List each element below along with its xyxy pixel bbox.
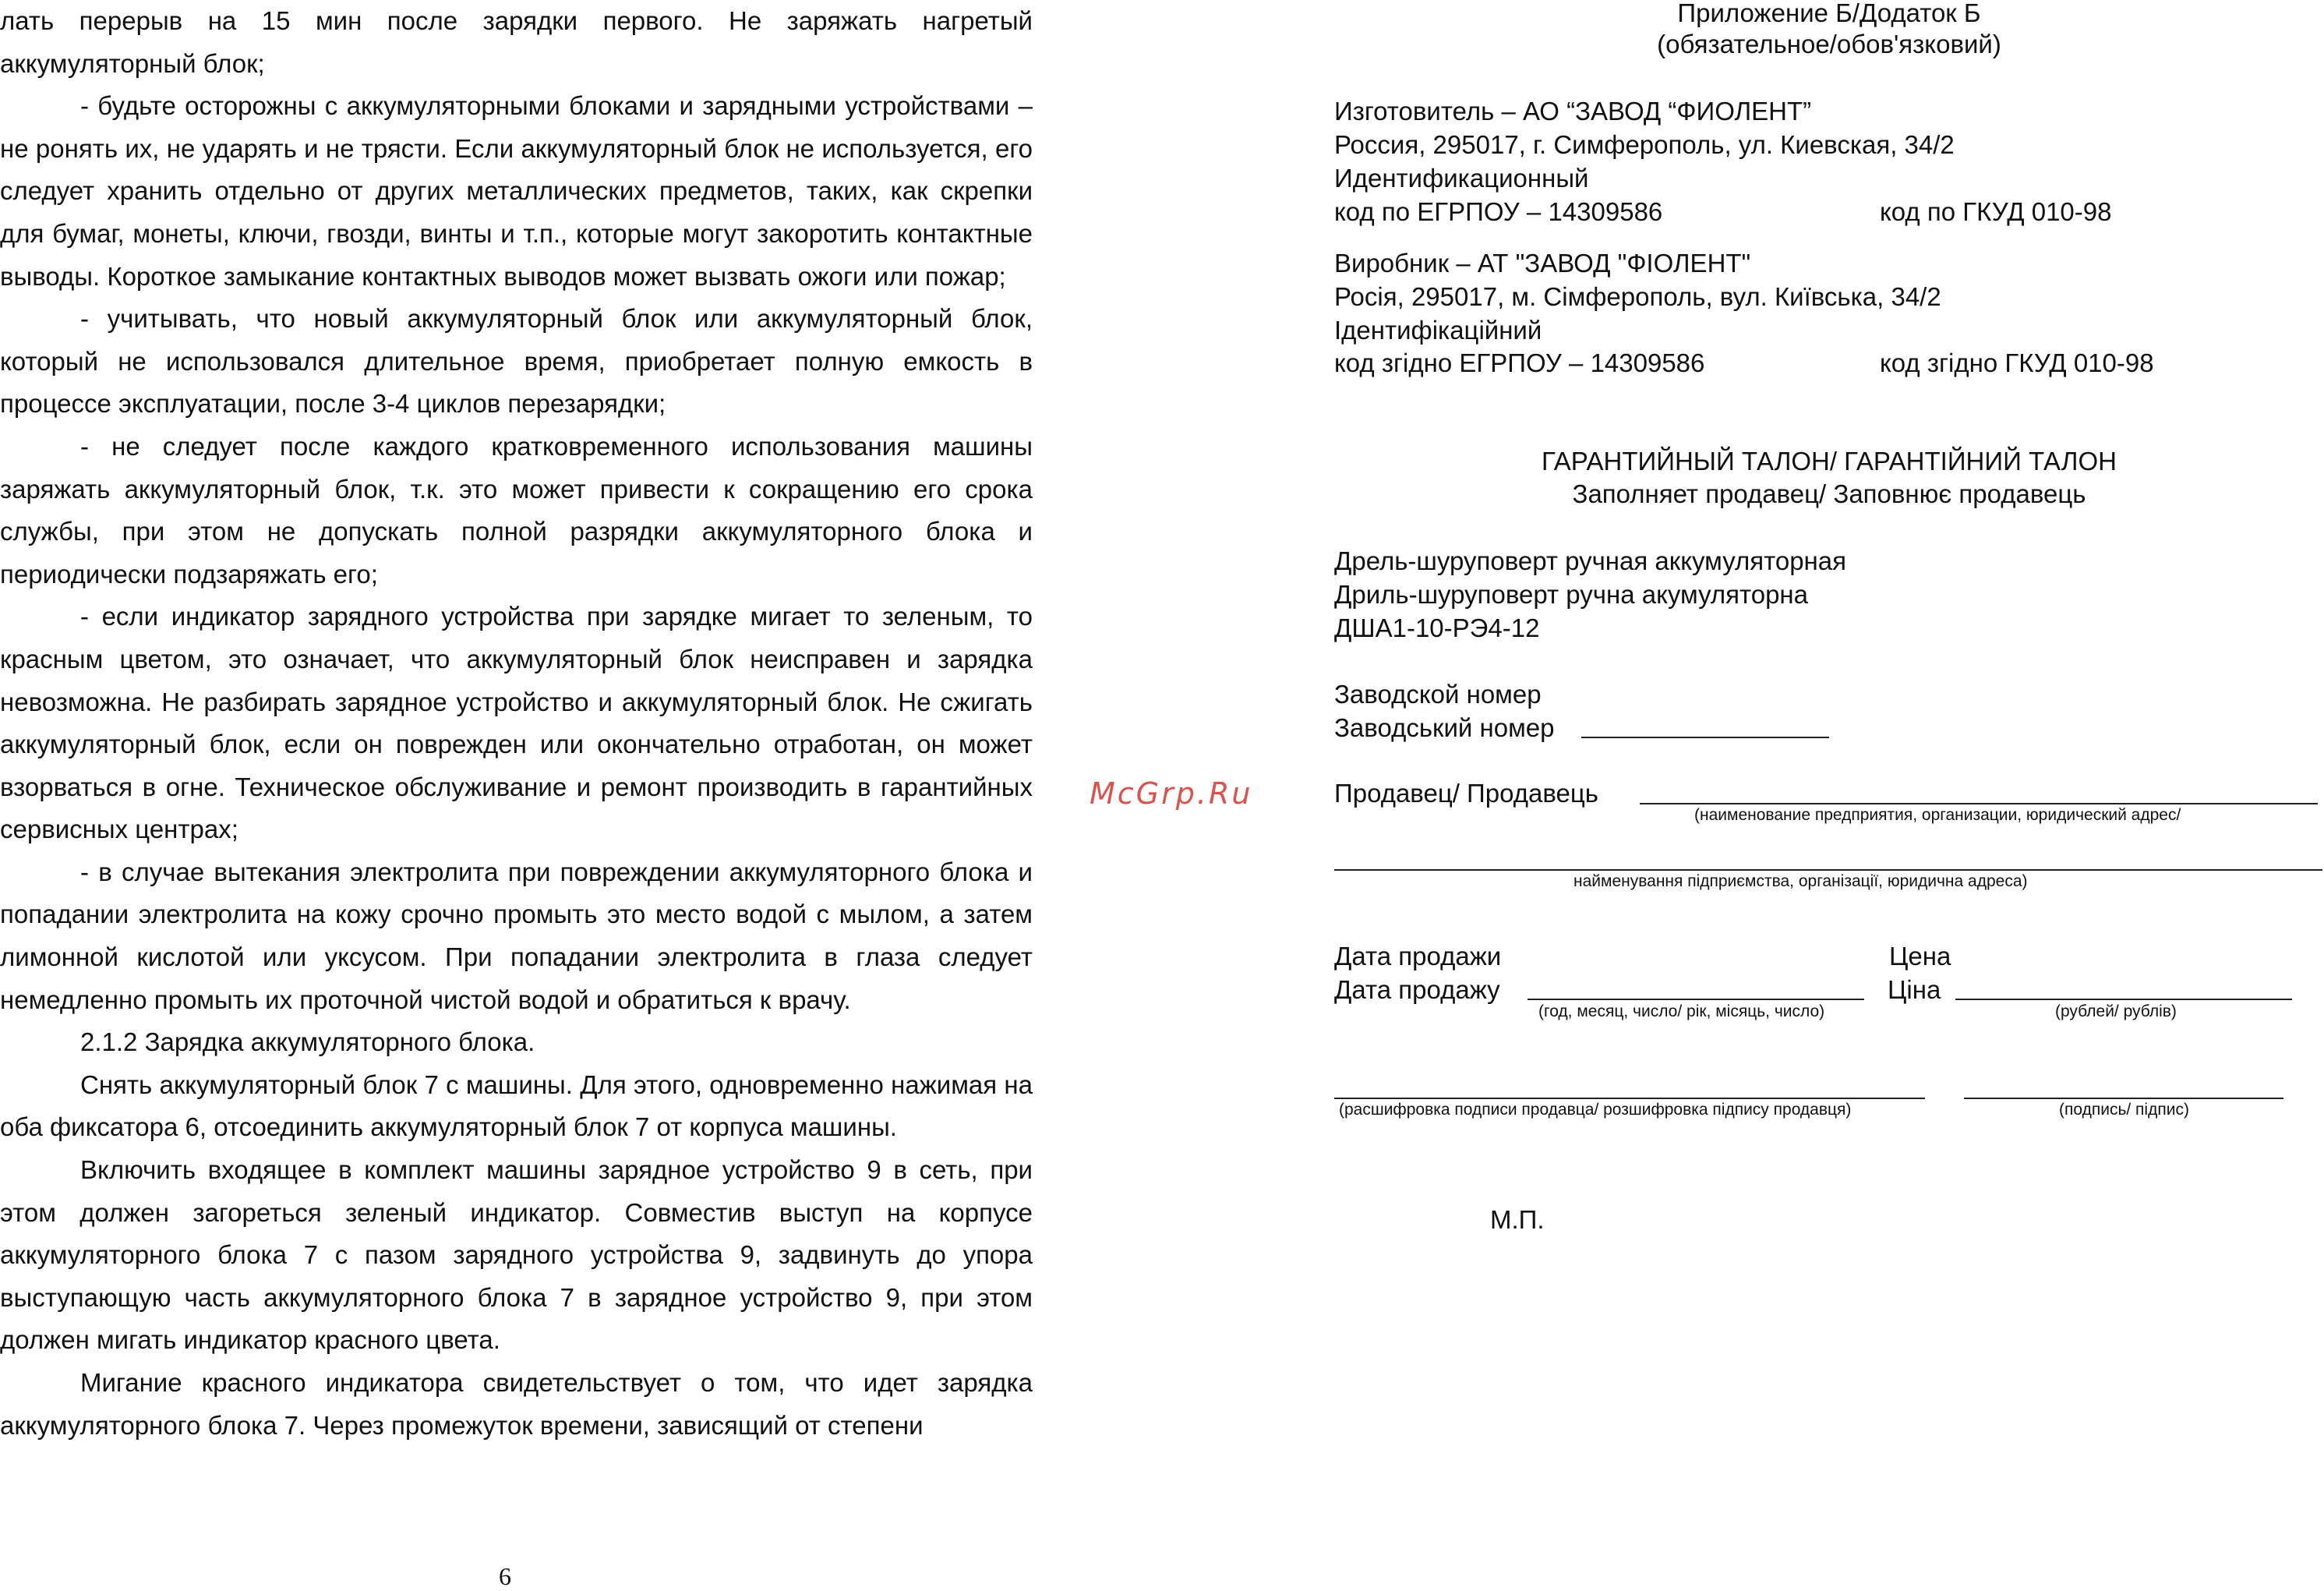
manufacturer-ua-name: Виробник – АТ "ЗАВОД "ФІОЛЕНТ" (1334, 249, 1751, 278)
appendix-subtitle: (обязательное/обов'язковий) (1657, 30, 2001, 58)
price-label-ru: Цена (1889, 942, 1951, 971)
price-hint: (рублей/ рублів) (2055, 1002, 2177, 1020)
serial-label-ru: Заводской номер (1334, 680, 1542, 709)
paragraph: - если индикатор зарядного устройства при зарядке мигает то зеленым, то красным цветом, это означает, что аккумуляторный блок неисправен и зарядка невозможна. Не разбирать зарядное устройство и аккумуляторный блок. Не сжигать аккумуляторный блок, если он поврежден или окончательно отработан, он может взорваться в огне. Техническое обслуживание и ремонт производить в гарантийных сервисных центрах; (0, 602, 1033, 844)
paragraph: - в случае вытекания электролита при повреждении аккумуляторного блока и попадании электролита на кожу срочно промыть это место водой с мылом, а затем лимонной кислотой или уксусом. При попадании электролита в глаза следует немедленно промыть их проточной чистой водой и обратиться к врачу. (0, 857, 1033, 1014)
serial-label-ua: Заводський номер (1334, 713, 1555, 742)
manufacturer-ru-egrpou: код по ЕГРПОУ – 14309586 (1334, 197, 1663, 226)
sale-date-hint: (год, месяц, число/ рік, місяць, число) (1538, 1002, 1825, 1020)
page-number: 6 (499, 1562, 511, 1590)
seller-field-line-2[interactable] (1334, 869, 2322, 871)
sale-date-label-ua: Дата продажу (1334, 975, 1500, 1004)
right-page (1334, 0, 2324, 1589)
section-heading: 2.1.2 Зарядка аккумуляторного блока. (80, 1027, 535, 1057)
paragraph: лать перерыв на 15 мин после зарядки первого. Не заряжать нагретый аккумуляторный блок; (0, 6, 1033, 78)
manufacturer-ru-address: Россия, 295017, г. Симферополь, ул. Киевская, 34/2 (1334, 130, 1955, 159)
signature-decode-field[interactable] (1334, 1098, 1925, 1099)
manufacturer-ru-id-label: Идентификационный (1334, 164, 1589, 193)
signature-hint: (подпись/ підпис) (2059, 1101, 2189, 1119)
price-field[interactable] (1955, 999, 2292, 1000)
warranty-subtitle: Заполняет продавец/ Заповнює продавець (1572, 479, 2086, 508)
appendix-title: Приложение Б/Додаток Б (1677, 0, 1981, 27)
left-page (0, 0, 1033, 1589)
paragraph: Включить входящее в комплект машины зарядное устройство 9 в сеть, при этом должен загореться зеленый индикатор. Совместив выступ на корпусе аккумуляторного блока 7 с пазом зарядного устройства 9, задвинуть до упора выступающую часть аккумуляторного блока 7 в зарядное устройство 9, при этом должен мигать индикатор красного цвета. (0, 1155, 1033, 1355)
seller-hint-ua: найменування підприємства, організації, юридична адреса) (1573, 872, 2028, 890)
serial-number-field[interactable] (1581, 737, 1829, 738)
product-model: ДША1-10-РЭ4-12 (1334, 613, 1540, 642)
signature-decode-hint: (расшифровка подписи продавца/ розшифровка підпису продавця) (1339, 1101, 1852, 1119)
paragraph: - не следует после каждого кратковременного использования машины заряжать аккумуляторный блок, т.к. это может привести к сокращению его срока службы, при этом не допускать полной разрядки аккумуляторного блока и периодически подзаряжать его; (0, 431, 1033, 589)
warranty-title: ГАРАНТИЙНЫЙ ТАЛОН/ ГАРАНТІЙНИЙ ТАЛОН (1542, 447, 2117, 476)
seller-hint-ru: (наименование предприятия, организации, юридический адрес/ (1694, 806, 2181, 824)
seller-label: Продавец/ Продавець (1334, 779, 1598, 808)
manufacturer-ru-gkud: код по ГКУД 010-98 (1880, 197, 2112, 226)
manufacturer-ua-gkud: код згідно ГКУД 010-98 (1880, 348, 2154, 377)
sale-date-label-ru: Дата продажи (1334, 942, 1502, 971)
watermark[interactable]: McGrp.Ru (1090, 776, 1253, 811)
paragraph: Снять аккумуляторный блок 7 с машины. Для этого, одновременно нажимая на оба фиксатора 6, отсоединить аккумуляторный блок 7 от корпуса машины. (0, 1070, 1033, 1142)
product-name-ua: Дриль-шуруповерт ручна акумуляторна (1334, 580, 1809, 609)
sale-date-field[interactable] (1528, 999, 1864, 1000)
paragraph: Мигание красного индикатора свидетельствует о том, что идет зарядка аккумуляторного блока 7. Через промежуток времени, зависящий от степени (0, 1368, 1033, 1440)
manufacturer-ua-address: Росія, 295017, м. Сімферополь, вул. Київська, 34/2 (1334, 282, 1941, 311)
paragraph: - учитывать, что новый аккумуляторный блок или аккумуляторный блок, который не использовался длительное время, приобретает полную емкость в процессе эксплуатации, после 3-4 циклов перезарядки; (0, 304, 1033, 419)
paragraph: - будьте осторожны с аккумуляторными блоками и зарядными устройствами – не ронять их, не ударять и не трясти. Если аккумуляторный блок не используется, его следует хранить отдельно от других металлических предметов, таких, как скрепки для бумаг, монеты, ключи, гвозди, винты и т.п., которые могут закоротить контактные выводы. Короткое замыкание контактных выводов может вызвать ожоги или пожар; (0, 91, 1033, 291)
signature-field[interactable] (1964, 1098, 2283, 1099)
manufacturer-ua-id-label: Ідентифікаційний (1334, 316, 1542, 345)
manufacturer-ru-name: Изготовитель – АО “ЗАВОД “ФИОЛЕНТ” (1334, 97, 1812, 126)
stamp-label: М.П. (1490, 1205, 1545, 1234)
price-label-ua: Ціна (1888, 975, 1941, 1004)
seller-field-line-1[interactable] (1640, 803, 2318, 804)
manufacturer-ua-egrpou: код згідно ЕГРПОУ – 14309586 (1334, 348, 1705, 377)
product-name-ru: Дрель-шуруповерт ручная аккумуляторная (1334, 546, 1847, 575)
